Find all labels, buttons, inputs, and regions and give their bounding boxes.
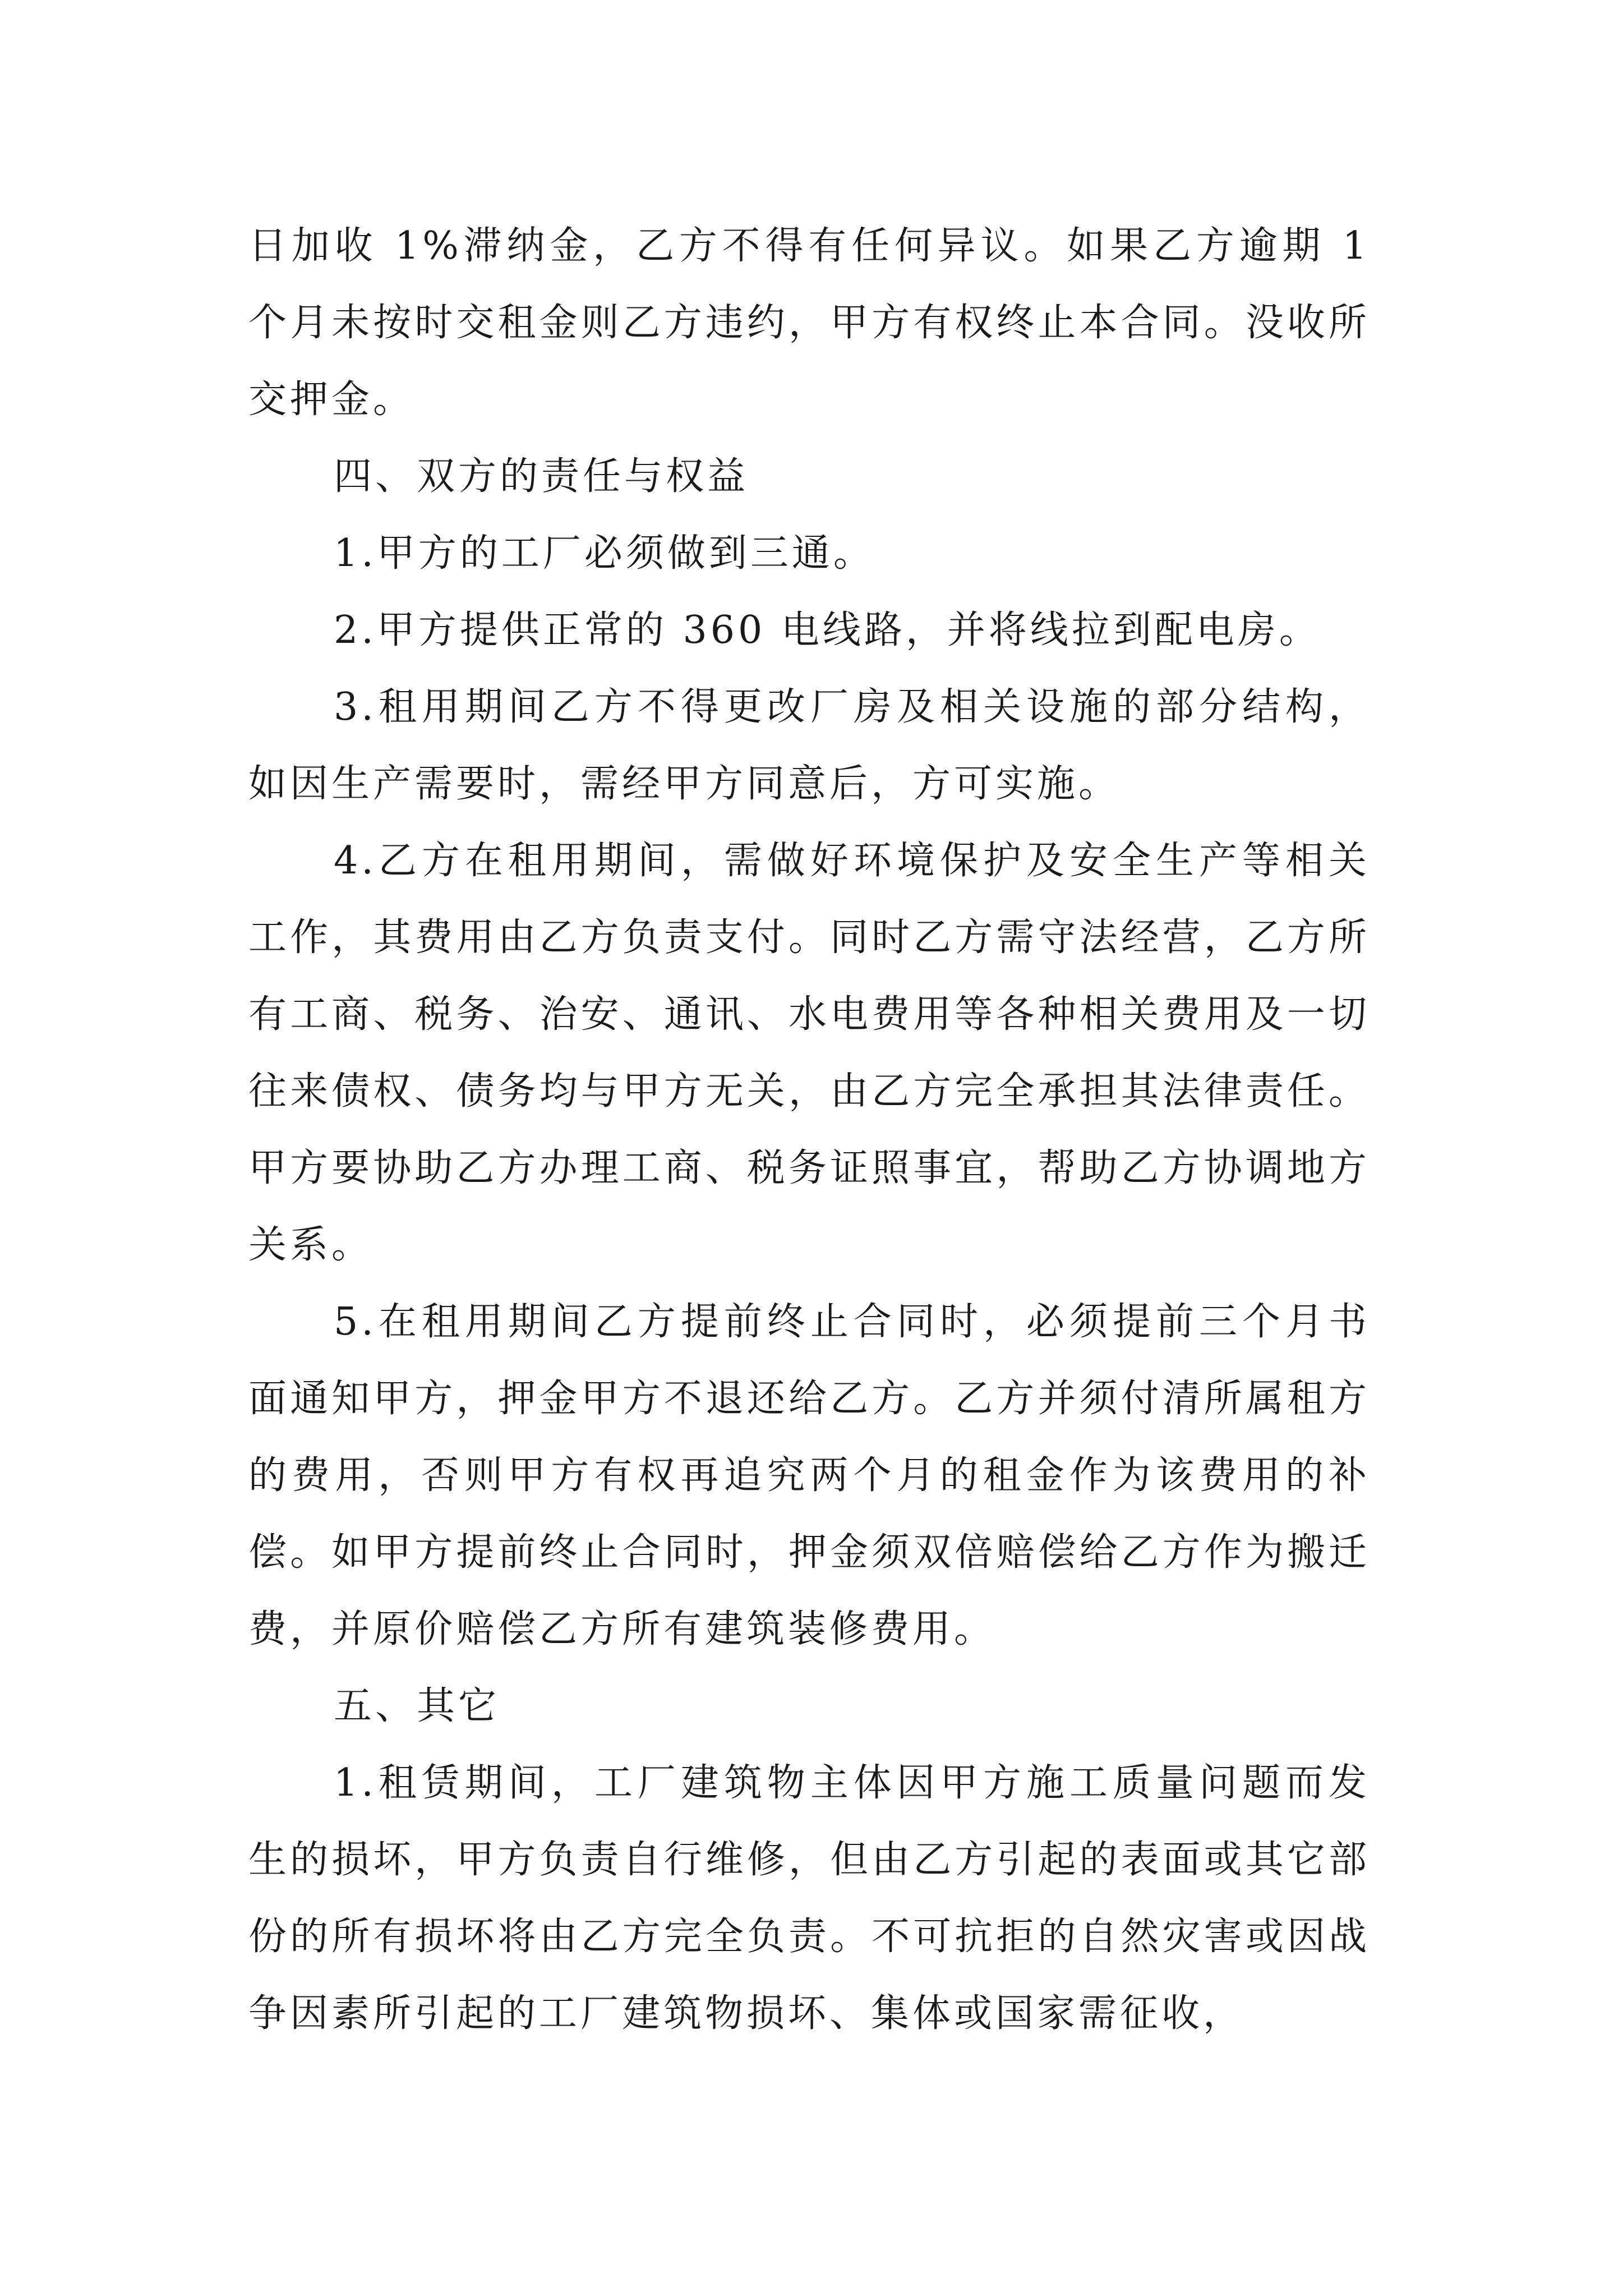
paragraph-late-fee-continuation: 日加收 1%滞纳金，乙方不得有任何异议。如果乙方逾期 1 个月未按时交租金则乙方违约，甲方有权终止本合同。没收所交押金。 (248, 224, 1370, 422)
clause-4-5: 5.在租用期间乙方提前终止合同时，必须提前三个月书面通知甲方，押金甲方不退还给乙方。乙方并须付清所属租方的费用，否则甲方有权再追究两个月的租金作为该费用的补偿。如甲方提前终止合同时，押金须双倍赔偿给乙方作为搬迁费，并原价赔偿乙方所有建筑装修费用。 (248, 1300, 1370, 1651)
section-heading-other: 五、其它 (334, 1684, 500, 1728)
clause-4-4: 4.乙方在租用期间，需做好环境保护及安全生产等相关工作，其费用由乙方负责支付。同时乙方需守法经营，乙方所有工商、税务、治安、通讯、水电费用等各种相关费用及一切往来债权、债务均与甲方无关，由乙方完全承担其法律责任。甲方要协助乙方办理工商、税务证照事宜，帮助乙方协调地方关系。 (248, 839, 1370, 1267)
document-body (248, 208, 1370, 2052)
section-heading-responsibilities: 四、双方的责任与权益 (334, 454, 749, 499)
clause-4-3: 3.租用期间乙方不得更改厂房及相关设施的部分结构，如因生产需要时，需经甲方同意后，方可实施。 (248, 685, 1370, 806)
clause-4-1: 1.甲方的工厂必须做到三通。 (334, 531, 875, 576)
clause-5-1: 1.租赁期间，工厂建筑物主体因甲方施工质量问题而发生的损坏，甲方负责自行维修，但由乙方引起的表面或其它部份的所有损坏将由乙方完全负责。不可抗拒的自然灾害或因战争因素所引起的工厂建筑物损坏、集体或国家需征收， (248, 1761, 1370, 2036)
clause-4-2: 2.甲方提供正常的 360 电线路，并将线拉到配电房。 (334, 608, 1321, 652)
